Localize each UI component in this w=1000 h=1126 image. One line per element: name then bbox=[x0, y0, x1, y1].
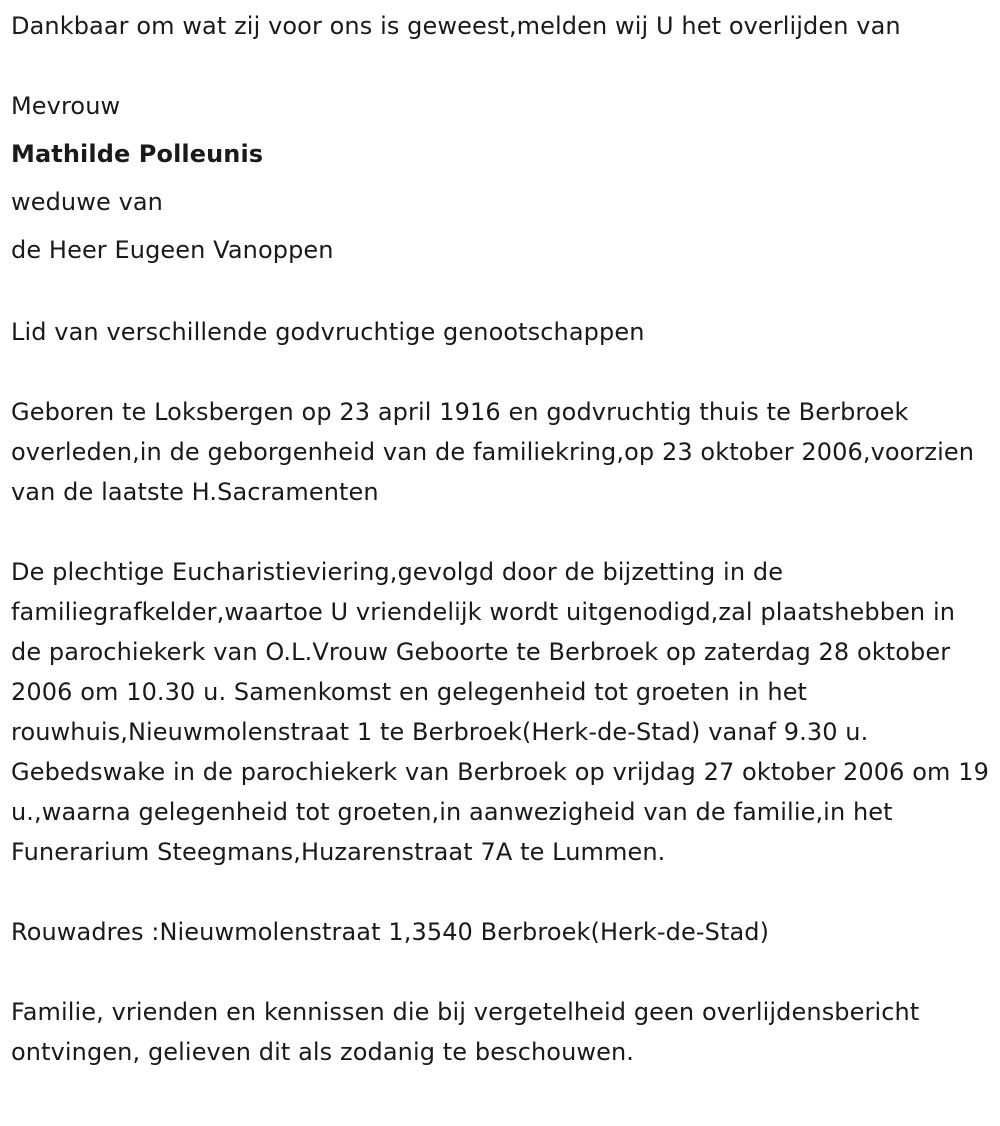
birth-death-paragraph: Geboren te Loksbergen op 23 april 1916 en godvruchtig thuis te Berbroek overleden,in de geborgenheid van de familiekring,op 23 oktober 2006,voorzien van de laatste H.Sacramenten bbox=[11, 398, 975, 506]
notice-paragraph: Familie, vrienden en kennissen die bij vergetelheid geen overlijdensbericht ontvingen, gelieven dit als zodanig te beschouwen. bbox=[11, 998, 920, 1066]
spacer bbox=[11, 872, 990, 912]
relation-text: weduwe van bbox=[11, 188, 163, 216]
title-prefix: Mevrouw bbox=[11, 92, 121, 120]
spacer bbox=[11, 952, 990, 992]
ceremony-paragraph: De plechtige Eucharistieviering,gevolgd door de bijzetting in de familiegrafkelder,waartoe U vriendelijk wordt uitgenodigd,zal plaatshebben in de parochiekerk van O.L.Vrouw Geboorte te Berbroek op zaterdag 28 oktober 2006 om 10.30 u. Samenkomst en gelegenheid tot groeten in het rouwhuis,Nieuwmolenstraat 1 te Berbroek(Herk-de-Stad) vanaf 9.30 u. Gebedswake in de parochiekerk van Berbroek op vrijdag 27 oktober 2006 om 19 u.,waarna gelegenheid tot groeten,in aanwezigheid van de familie,in het Funerarium Steegmans,Huzarenstraat 7A te Lummen. bbox=[11, 558, 989, 866]
mourning-address: Rouwadres :Nieuwmolenstraat 1,3540 Berbroek(Herk-de-Stad) bbox=[11, 918, 770, 946]
spacer bbox=[11, 280, 990, 312]
intro-text: Dankbaar om wat zij voor ons is geweest,melden wij U het overlijden van bbox=[11, 12, 901, 40]
spacer bbox=[11, 512, 990, 552]
spacer bbox=[11, 56, 990, 88]
membership-text: Lid van verschillende godvruchtige genootschappen bbox=[11, 318, 645, 346]
spouse-name: de Heer Eugeen Vanoppen bbox=[11, 236, 334, 264]
spacer bbox=[11, 352, 990, 392]
deceased-name: Mathilde Polleunis bbox=[11, 140, 264, 168]
